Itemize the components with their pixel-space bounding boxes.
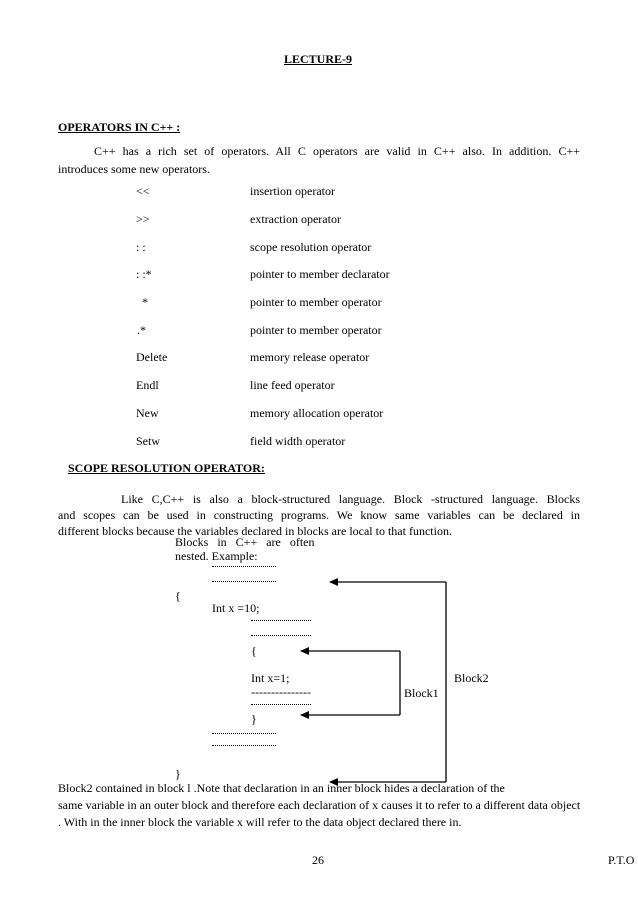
operator-description: pointer to member operator — [250, 295, 382, 309]
operator-symbol: New — [136, 406, 159, 420]
operator-symbol: .* — [137, 323, 146, 337]
after-line-3: . With in the inner block the variable x will refer to the data object declared there in. — [58, 815, 462, 829]
operator-description: scope resolution operator — [250, 240, 372, 254]
code-outer-open-brace: { — [175, 589, 181, 603]
code-outer-close-brace: } — [175, 767, 181, 781]
page-number: 26 — [312, 853, 324, 867]
scope-line-3: different blocks because the variables declared in blocks are local to that function. — [58, 524, 452, 538]
code-int-x-10: Int x =10; — [212, 601, 260, 615]
code-inner-close-brace: } — [251, 712, 257, 726]
operator-symbol: * — [142, 295, 148, 309]
operator-symbol: << — [136, 184, 150, 198]
operator-symbol: Delete — [136, 350, 168, 364]
intro-line-1: C++ has a rich set of operators. All C operators are valid in C++ also. In addition. C++ — [94, 144, 580, 158]
intro-line-2: introduces some new operators. — [58, 162, 210, 176]
operator-symbol: Setw — [136, 434, 160, 448]
operator-symbol: >> — [136, 212, 150, 226]
operator-description: extraction operator — [250, 212, 341, 226]
operator-description: field width operator — [250, 434, 346, 448]
operator-symbol: : :* — [136, 267, 152, 281]
after-line-1: Block2 contained in block l .Note that declaration in an inner block hides a declaration of the — [58, 781, 505, 795]
operator-description: memory allocation operator — [250, 406, 384, 420]
operator-description: pointer to member operator — [250, 323, 382, 337]
code-dashes: --------------- — [251, 685, 311, 699]
code-inner-open-brace: { — [251, 644, 257, 658]
label-block2: Block2 — [454, 671, 489, 685]
scope-line-2: and scopes can be used in constructing programs. We know same variables can be declared in — [58, 508, 580, 522]
page-title: LECTURE-9 — [284, 52, 353, 66]
operator-description: insertion operator — [250, 184, 335, 198]
blocks-line-2: nested. Example: — [175, 549, 258, 563]
label-block1: Block1 — [404, 686, 439, 700]
operator-description: pointer to member declarator — [250, 267, 390, 281]
operator-symbol: : : — [136, 240, 146, 254]
operator-description: line feed operator — [250, 378, 335, 392]
pto-marker: P.T.O — [608, 853, 635, 867]
operator-symbol: Endl — [136, 378, 159, 392]
section-heading-operators: OPERATORS IN C++ : — [58, 120, 181, 134]
scope-line-1: Like C,C++ is also a block-structured language. Block -structured language. Blocks — [121, 492, 580, 506]
operator-description: memory release operator — [250, 350, 370, 364]
section-heading-scope-resolution: SCOPE RESOLUTION OPERATOR: — [68, 461, 265, 475]
blocks-line-1: Blocks in C++ are often — [175, 535, 315, 549]
after-line-2: same variable in an outer block and therefore each declaration of x causes it to refer to a different data object — [58, 798, 581, 812]
code-int-x-1: Int x=1; — [251, 671, 290, 685]
